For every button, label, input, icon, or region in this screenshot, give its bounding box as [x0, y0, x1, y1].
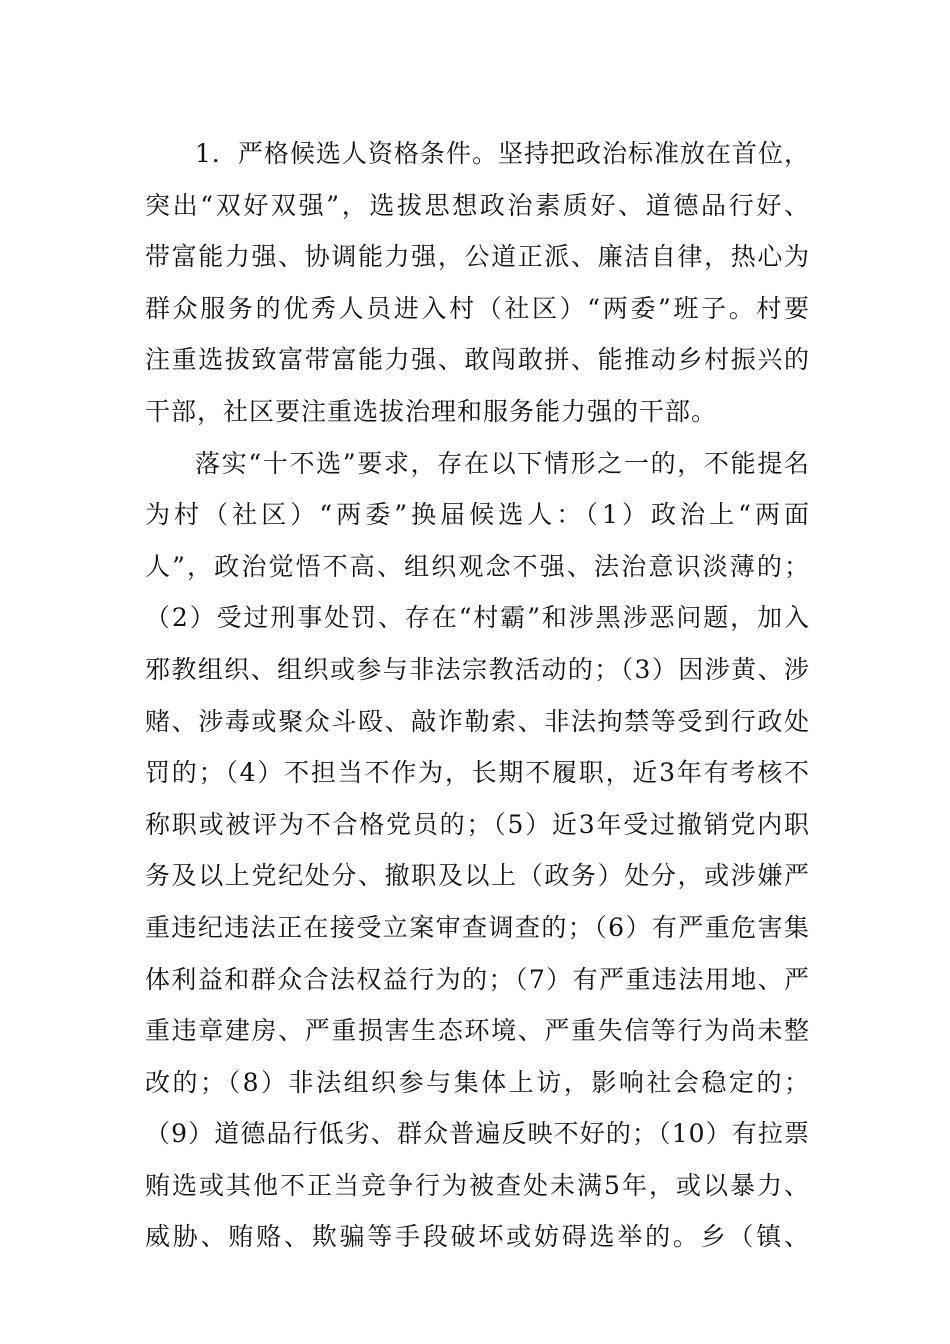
- paragraph-2-line-8: 称职或被评为不合格党员的；（5）近3年受过撤销党内职: [145, 809, 810, 839]
- paragraph-2-line-4: （2）受过刑事处罚、存在“村霸”和涉黑涉恶问题，加入: [145, 603, 810, 633]
- paragraph-2-line-11: 体利益和群众合法权益行为的；（7）有严重违法用地、严: [145, 964, 810, 994]
- paragraph-1-line-3: 带富能力强、协调能力强，公道正派、廉洁自律，热心为: [145, 242, 810, 272]
- paragraph-2-line-16: 威胁、贿赂、欺骗等手段破坏或妨碍选举的。乡（镇、: [145, 1222, 810, 1252]
- paragraph-1-line-2: 突出“双好双强”，选拔思想政治素质好、道德品行好、: [145, 190, 810, 220]
- paragraph-2-line-13: 改的；（8）非法组织参与集体上访，影响社会稳定的；: [145, 1067, 810, 1097]
- paragraph-2-line-14: （9）道德品行低劣、群众普遍反映不好的；（10）有拉票: [145, 1119, 810, 1149]
- paragraph-2-line-5: 邪教组织、组织或参与非法宗教活动的；（3）因涉黄、涉: [145, 654, 810, 684]
- paragraph-2-line-15: 贿选或其他不正当竞争行为被查处未满5年，或以暴力、: [145, 1170, 810, 1200]
- paragraph-2-line-1: 落实“十不选”要求，存在以下情形之一的，不能提名: [195, 448, 810, 478]
- paragraph-1-line-4: 群众服务的优秀人员进入村（社区）“两委”班子。村要: [145, 293, 810, 323]
- paragraph-2-line-3: 人”，政治觉悟不高、组织观念不强、法治意识淡薄的；: [145, 551, 810, 581]
- paragraph-2-line-2: 为村（社区）“两委”换届候选人：（1）政治上“两面: [145, 500, 810, 530]
- paragraph-2-line-9: 务及以上党纪处分、撤职及以上（政务）处分，或涉嫌严: [145, 861, 810, 891]
- body-text: [145, 128, 810, 1263]
- paragraph-2-line-10: 重违纪违法正在接受立案审查调查的；（6）有严重危害集: [145, 912, 810, 942]
- paragraph-1-line-6: 干部，社区要注重选拔治理和服务能力强的干部。: [145, 396, 718, 426]
- paragraph-1-line-1: 1．严格候选人资格条件。坚持把政治标准放在首位，: [195, 139, 810, 168]
- paragraph-2-line-6: 赌、涉毒或聚众斗殴、敲诈勒索、非法拘禁等受到行政处: [145, 706, 810, 736]
- paragraph-1-line-5: 注重选拔致富带富能力强、敢闯敢拼、能推动乡村振兴的: [145, 345, 810, 375]
- paragraph-2-line-12: 重违章建房、严重损害生态环境、严重失信等行为尚未整: [145, 1016, 810, 1046]
- paragraph-2-line-7: 罚的；（4）不担当不作为，长期不履职，近3年有考核不: [145, 758, 810, 788]
